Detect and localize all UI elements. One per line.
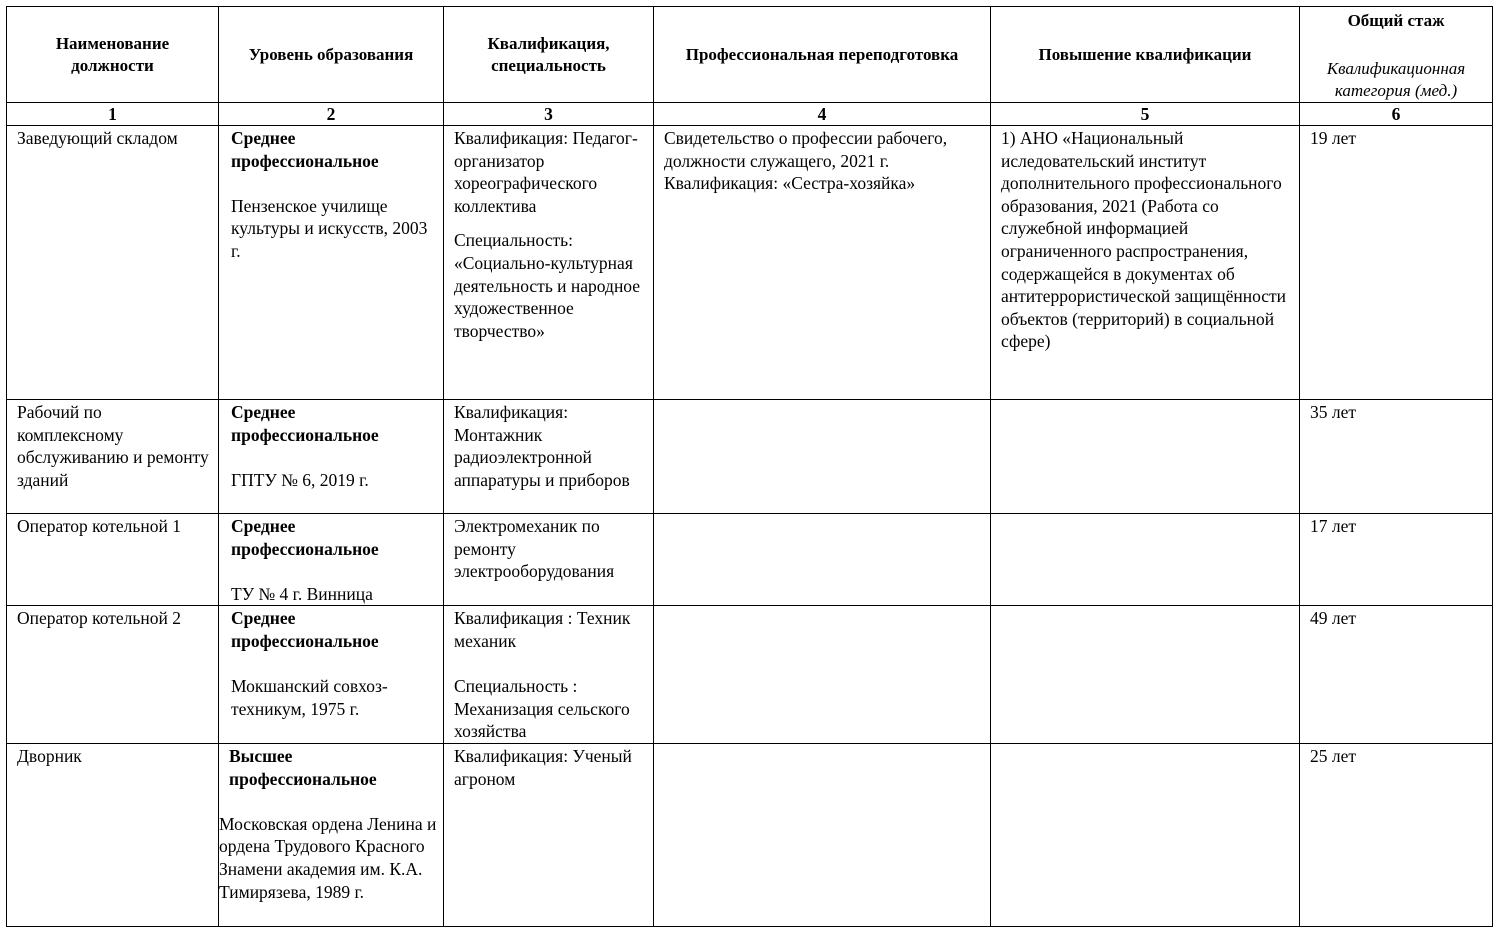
table-row <box>7 606 1493 744</box>
column-number: 6 <box>1300 103 1493 126</box>
experience-cell: 25 лет <box>1300 743 1493 926</box>
education-institution: ГПТУ № 6, 2019 г. <box>231 469 369 490</box>
education-cell <box>219 400 444 514</box>
advanced-training-cell <box>991 743 1300 926</box>
retraining-cell <box>654 743 991 926</box>
retraining-cell <box>654 606 991 744</box>
header-position: Наименование должности <box>7 7 219 103</box>
table-row <box>7 126 1493 400</box>
column-number: 1 <box>7 103 219 126</box>
table-row <box>7 743 1493 926</box>
qualification-text: Квалификация : Техник механик <box>454 608 631 651</box>
qualification-cell: Квалификация: Ученый агроном <box>444 743 654 926</box>
retraining-cell <box>654 400 991 514</box>
experience-cell: 17 лет <box>1300 514 1493 606</box>
header-experience <box>1300 7 1493 103</box>
document-page <box>6 6 1492 927</box>
education-cell <box>219 606 444 744</box>
staff-table <box>6 6 1493 927</box>
education-level: Среднее профессиональное <box>231 608 379 651</box>
retraining-qualification: Квалификация: «Сестра-хозяйка» <box>664 173 916 194</box>
experience-cell: 35 лет <box>1300 400 1493 514</box>
table-row <box>7 400 1493 514</box>
qualification-cell <box>444 606 654 744</box>
advanced-training-cell: 1) АНО «Национальный иследовательский институт дополнительного профессионального образования, 2021 (Работа со служебной информацией ограниченного распространения, содержащейся в документах об антитеррористической защищённости объектов (территорий) в социальной сфере) <box>991 126 1300 400</box>
specialty-text: Специальность : Механизация сельского хозяйства <box>454 676 630 742</box>
specialty-text: Специальность: «Социально-культурная деятельность и народное художественное творчество» <box>454 230 641 341</box>
column-numbers-row <box>7 103 1493 126</box>
qualification-cell: Электромеханик по ремонту электрооборудования <box>444 514 654 606</box>
qualification-text: Квалификация: Педагог-организатор хореографического коллектива <box>454 128 638 216</box>
retraining-text: Свидетельство о профессии рабочего, должности служащего, 2021 г. <box>664 128 948 171</box>
header-retraining: Профессиональная переподготовка <box>654 7 991 103</box>
header-advanced-training: Повышение квалификации <box>991 7 1300 103</box>
position-cell: Дворник <box>7 743 219 926</box>
education-level: Среднее профессиональное <box>231 516 379 559</box>
education-institution: ТУ № 4 г. Винница <box>231 583 373 604</box>
table-row <box>7 514 1493 606</box>
advanced-training-cell <box>991 400 1300 514</box>
education-cell <box>219 743 444 926</box>
header-experience-title: Общий стаж <box>1347 11 1445 30</box>
position-cell: Оператор котельной 1 <box>7 514 219 606</box>
education-level: Среднее профессиональное <box>231 402 379 445</box>
column-number: 2 <box>219 103 444 126</box>
column-number: 4 <box>654 103 991 126</box>
header-category: Квалификационная категория (мед.) <box>1326 59 1466 100</box>
education-level: Среднее профессиональное <box>231 128 379 171</box>
position-cell: Рабочий по комплексному обслуживанию и ремонту зданий <box>7 400 219 514</box>
header-qualification: Квалификация, специальность <box>444 7 654 103</box>
header-education-level: Уровень образования <box>219 7 444 103</box>
education-cell <box>219 514 444 606</box>
position-cell: Оператор котельной 2 <box>7 606 219 744</box>
education-institution: Мокшанский совхоз-техникум, 1975 г. <box>231 676 388 719</box>
column-number: 3 <box>444 103 654 126</box>
education-level: Высшее профессиональное <box>229 745 377 789</box>
qualification-cell: Квалификация: Монтажник радиоэлектронной аппаратуры и приборов <box>444 400 654 514</box>
education-institution: Московская ордена Ленина и ордена Трудового Красного Знамени академия им. К.А. Тимирязева, 1989 г. <box>219 813 437 902</box>
retraining-cell <box>654 514 991 606</box>
position-cell: Заведующий складом <box>7 126 219 400</box>
education-cell <box>219 126 444 400</box>
header-row <box>7 7 1493 103</box>
education-institution: Пензенское училище культуры и искусств, 2003 г. <box>231 195 428 261</box>
advanced-training-cell <box>991 514 1300 606</box>
experience-cell: 49 лет <box>1300 606 1493 744</box>
experience-cell: 19 лет <box>1300 126 1493 400</box>
qualification-cell <box>444 126 654 400</box>
column-number: 5 <box>991 103 1300 126</box>
advanced-training-cell <box>991 606 1300 744</box>
retraining-cell <box>654 126 991 400</box>
